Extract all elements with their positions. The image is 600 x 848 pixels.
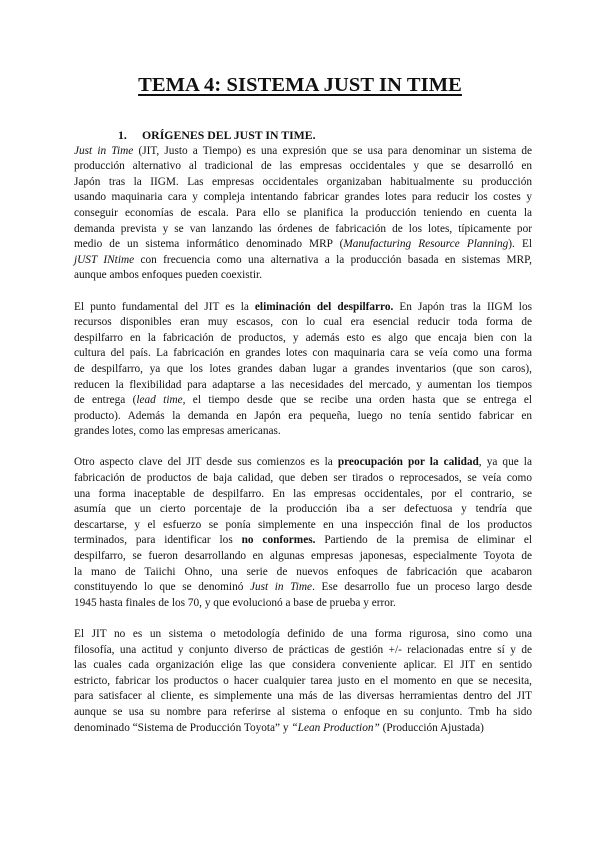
paragraph-1 <box>74 144 532 284</box>
text-line: Japón tras la IIGM. Las empresas occidentales organizaban habitualmente su producción <box>74 175 532 188</box>
text-line: despilfarro en la fabricación de productos, y además esto es algo que encaja bien con la <box>74 331 532 344</box>
text-line: la mano de Taiichi Ohno, una serie de nuevos enfoques de fabricación que acabaron <box>74 565 532 578</box>
text-line: recursos disponibles eran muy escasos, con lo cual era esencial reducir toda forma de <box>74 316 532 329</box>
text-line: aunque se usa su nombre para referirse al sistema o enfoque en su conjunto. Tmb ha sido <box>74 705 532 718</box>
text-line: aunque ambos enfoques pueden coexistir. <box>74 269 262 282</box>
text-line: usando maquinaria cara y compleja intentando fabricar grandes lotes para reducir los costes y <box>74 191 532 204</box>
text-line: jUST INtime con frecuencia como una alternativa a la producción basada en sistemas MRP, <box>74 253 532 266</box>
text-line: 1945 hasta finales de los 70, y que evolucionó a base de prueba y error. <box>74 596 396 609</box>
text-line: Just in Time (JIT, Justo a Tiempo) es una expresión que se usa para denominar un sistema de <box>74 144 532 157</box>
text-line: estricto, fabricar los productos o hacer cualquier tarea justo en el momento en que se necesita, <box>74 674 532 687</box>
text-line: El punto fundamental del JIT es la eliminación del despilfarro. En Japón tras la IIGM los <box>74 300 532 313</box>
text-line: fabricación de productos de baja calidad, que deben ser tirados o reprocesados, se veía como <box>74 472 532 485</box>
text-line: producción alternativo al tradicional de las empresas occidentales y que se desarrolló en <box>74 160 532 173</box>
text-line: filosofía, una actitud y conjunto diverso de prácticas de gestión +/- relacionadas entre sí y de <box>74 643 532 656</box>
text-line: grandes lotes, como las empresas americanas. <box>74 425 281 438</box>
text-line: demanda prevista y se van lanzando las órdenes de fabricación de los lotes, típicamente por <box>74 222 532 235</box>
section-number: 1. <box>118 128 127 142</box>
paragraph-4 <box>74 627 532 736</box>
text-line: denominado “Sistema de Producción Toyota” y “Lean Production” (Producción Ajustada) <box>74 721 484 734</box>
text-line: conseguir economías de escala. Para ello se planifica la producción teniendo en cuenta la <box>74 206 532 219</box>
text-line: producto). Además la demanda en Japón era pequeña, luego no tenía sentido fabricar en <box>74 409 532 422</box>
text-line: de entrega (lead time, el tiempo desde que se recibe una orden hasta que se entrega el <box>74 394 532 407</box>
text-line: para satisfacer al cliente, es simplemente una más de las diversas herramientas dentro del JIT <box>74 690 532 703</box>
document-body <box>74 128 532 752</box>
text-line: El JIT no es un sistema o metodología definido de una forma rigurosa, sino como una <box>74 628 532 640</box>
text-line: constituyendo lo que se denominó Just in Time. Ese desarrollo fue un proceso largo desde <box>74 581 532 594</box>
text-line: reducen la flexibilidad para adaptarse a las necesidades del mercado, y aumentan los tiempos <box>74 378 532 391</box>
page-title: TEMA 4: SISTEMA JUST IN TIME <box>138 74 462 96</box>
text-line: Otro aspecto clave del JIT desde sus comienzos es la preocupación por la calidad, ya que la <box>74 456 532 469</box>
text-line: de despilfarro, ya que los lotes grandes daban lugar a grandes inventarios (que son caros), <box>74 362 532 375</box>
section-heading <box>74 128 532 144</box>
paragraph-2 <box>74 300 532 440</box>
text-line: despilfarro, se fueron desarrollando en algunas empresas japonesas, especialmente Toyota de <box>74 550 532 563</box>
text-line: terminados, para identificar los no conformes. Partiendo de la premisa de eliminar el <box>74 534 532 547</box>
text-line: cultura del país. La fabricación en grandes lotes con maquinaria cara se veía como una forma <box>74 347 532 360</box>
section-title: ORÍGENES DEL JUST IN TIME. <box>142 128 316 142</box>
text-line: descartarse, y el esfuerzo se ponía simplemente en una inspección final de los productos <box>74 518 532 531</box>
text-line: asumía que un cierto porcentaje de la producción iba a ser defectuosa y tendría que <box>74 503 532 516</box>
text-line: medio de un sistema informático denominado MRP (Manufacturing Resource Planning). El <box>74 238 532 251</box>
paragraph-3 <box>74 455 532 611</box>
text-line: una forma inaceptable de despilfarro. En las empresas occidentales, por el contrario, se <box>74 487 532 500</box>
text-line: las cuales cada organización elige las que considera conveniente aplicar. El JIT en sentido <box>74 659 532 672</box>
